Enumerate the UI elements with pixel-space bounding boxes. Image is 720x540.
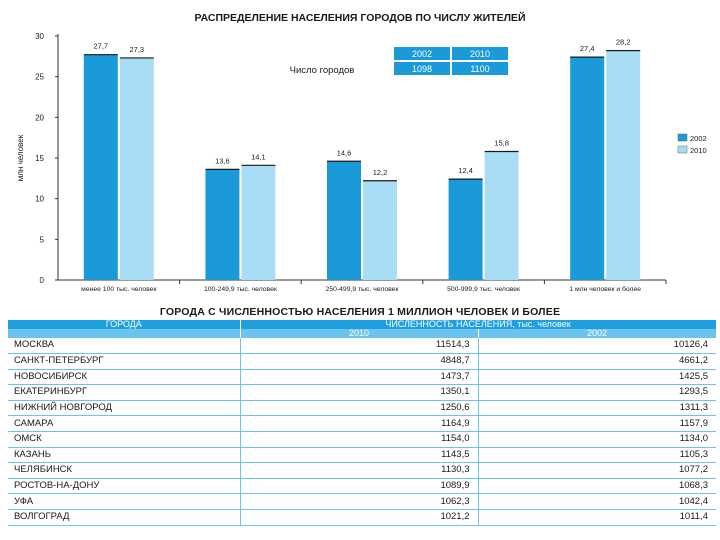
population-2010: 11514,3 <box>240 338 478 354</box>
table-row <box>8 463 716 479</box>
header-population: ЧИСЛЕННОСТЬ НАСЕЛЕНИЯ, тыс. человек <box>240 320 716 329</box>
population-2002: 1105,3 <box>478 447 716 463</box>
population-2010: 1250,6 <box>240 400 478 416</box>
data-label: 12,2 <box>372 167 388 177</box>
table-row <box>8 338 716 354</box>
data-label: 13,6 <box>215 156 230 166</box>
population-2010: 1350,1 <box>240 385 478 401</box>
chart-title: РАСПРЕДЕЛЕНИЕ НАСЕЛЕНИЯ ГОРОДОВ ПО ЧИСЛУ ЖИТЕЛЕЙ <box>194 12 526 24</box>
data-label: 14,1 <box>251 152 266 162</box>
population-2010: 1062,3 <box>240 494 478 510</box>
population-2002: 1157,9 <box>478 416 716 432</box>
bar-2002 <box>570 57 604 280</box>
legend-swatch-2010 <box>678 146 687 153</box>
x-tick-label: менее 100 тыс. человек <box>81 286 157 293</box>
data-label: 15,8 <box>494 138 509 148</box>
legend-swatch-2002 <box>678 134 687 141</box>
inset-label: Число городов <box>289 65 355 76</box>
city-name: САНКТ-ПЕТЕРБУРГ <box>8 354 240 370</box>
y-tick-label: 0 <box>39 276 44 285</box>
bar-2010 <box>241 165 275 280</box>
population-2002: 10126,4 <box>478 338 716 354</box>
y-tick-label: 30 <box>35 32 44 41</box>
population-2010: 1473,7 <box>240 369 478 385</box>
table-year-row <box>8 329 716 338</box>
y-tick-label: 25 <box>35 72 44 82</box>
inset-count: 1098 <box>411 64 433 74</box>
population-2010: 1130,3 <box>240 463 478 479</box>
population-2002: 4661,2 <box>478 354 716 370</box>
bar-2010 <box>363 181 397 280</box>
inset-count: 1100 <box>470 64 490 74</box>
data-label: 28,2 <box>615 37 631 47</box>
data-label: 27,7 <box>93 41 109 51</box>
bar-2002 <box>84 55 118 280</box>
population-2002: 1068,3 <box>478 478 716 494</box>
y-tick-label: 15 <box>35 154 44 163</box>
table-row <box>8 478 716 494</box>
population-2010: 1143,5 <box>240 447 478 463</box>
bar-2010 <box>120 58 154 280</box>
city-name: КАЗАНЬ <box>8 447 240 463</box>
population-2010: 4848,7 <box>240 354 478 370</box>
table-title: ГОРОДА С ЧИСЛЕННОСТЬЮ НАСЕЛЕНИЯ 1 МИЛЛИОН ЧЕЛОВЕК И БОЛЕЕ <box>159 306 561 318</box>
table-row <box>8 369 716 385</box>
table-row <box>8 385 716 401</box>
table-row <box>8 510 716 526</box>
bar-2002 <box>449 179 483 280</box>
population-2002: 1077,2 <box>478 463 716 479</box>
inset-year: 2010 <box>469 49 491 59</box>
population-2010: 1089,9 <box>240 478 478 494</box>
bar-2010 <box>606 51 640 280</box>
bar-2002 <box>327 161 361 280</box>
data-label: 14,6 <box>336 148 352 158</box>
legend-label: 2010 <box>690 146 707 155</box>
city-name: САМАРА <box>8 416 240 432</box>
population-2002: 1425,5 <box>478 369 716 385</box>
population-2010: 1164,9 <box>240 416 478 432</box>
header-year-2002: 2002 <box>478 329 716 338</box>
x-tick-label: 500-999,9 тыс. человек <box>447 286 521 293</box>
table-row <box>8 494 716 510</box>
legend-label: 2002 <box>690 134 707 143</box>
data-label: 12,4 <box>458 166 473 176</box>
y-tick-label: 10 <box>35 194 44 204</box>
x-tick-label: 100-249,9 тыс. человек <box>203 286 277 293</box>
data-label: 27,3 <box>129 44 145 54</box>
city-name: ЕКАТЕРИНБУРГ <box>8 385 240 401</box>
city-name: ЧЕЛЯБИНСК <box>8 463 240 479</box>
header-blank <box>8 329 240 338</box>
city-name: НИЖНИЙ НОВГОРОД <box>8 400 240 416</box>
y-tick-label: 5 <box>39 235 44 245</box>
city-name: УФА <box>8 494 240 510</box>
data-label: 27,4 <box>579 44 595 54</box>
x-tick-label: 1 млн человек и более <box>569 286 642 293</box>
table-row <box>8 447 716 463</box>
bar-2010 <box>485 151 519 280</box>
population-2002: 1293,5 <box>478 385 716 401</box>
population-2010: 1021,2 <box>240 510 478 526</box>
population-2002: 1134,0 <box>478 432 716 448</box>
population-2002: 1011,4 <box>478 510 716 526</box>
table-row <box>8 400 716 416</box>
y-tick-label: 20 <box>35 113 44 123</box>
table-row <box>8 432 716 448</box>
million-cities-table <box>8 320 717 526</box>
population-2002: 1311,3 <box>478 400 716 416</box>
y-axis-label: млн человек <box>16 134 25 182</box>
x-tick-label: 250-499,9 тыс. человек <box>325 286 399 293</box>
table-row <box>8 416 716 432</box>
city-name: ВОЛГОГРАД <box>8 510 240 526</box>
population-2002: 1042,4 <box>478 494 716 510</box>
city-name: РОСТОВ-НА-ДОНУ <box>8 478 240 494</box>
city-name: ОМСК <box>8 432 240 448</box>
header-cities: ГОРОДА <box>8 320 240 329</box>
city-name: МОСКВА <box>8 338 240 354</box>
population-2010: 1154,0 <box>240 432 478 448</box>
header-year-2010: 2010 <box>240 329 478 338</box>
table-row <box>8 354 716 370</box>
inset-year: 2002 <box>411 49 433 59</box>
city-name: НОВОСИБИРСК <box>8 369 240 385</box>
bar-2002 <box>205 169 239 280</box>
